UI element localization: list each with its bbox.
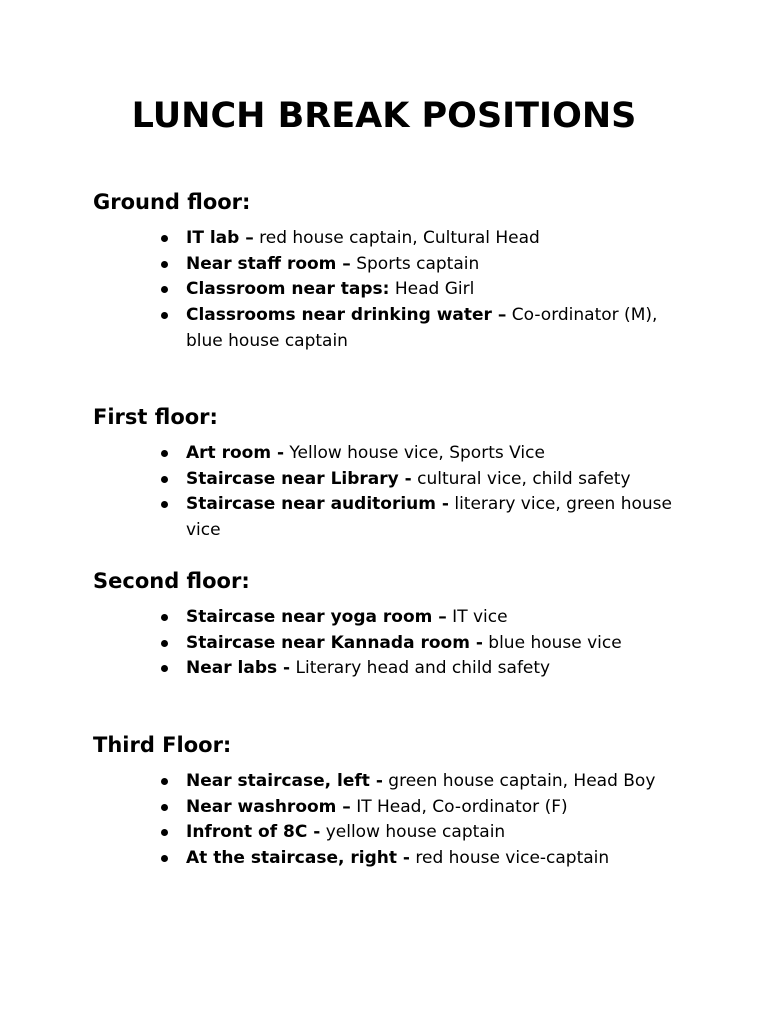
bullet-list bbox=[93, 605, 733, 682]
list-item bbox=[93, 656, 676, 682]
bullet-icon bbox=[161, 476, 168, 483]
list-item bbox=[93, 605, 676, 631]
item-label: Staircase near Library - bbox=[186, 468, 412, 489]
bullet-icon bbox=[161, 286, 168, 293]
bullet-list bbox=[93, 226, 733, 355]
item-text: green house captain, Head Boy bbox=[382, 771, 656, 791]
item-text: yellow house captain bbox=[320, 822, 506, 843]
item-text: Yellow house vice, Sports Vice bbox=[284, 443, 545, 463]
item-text: red house vice-captain bbox=[409, 848, 610, 869]
list-item bbox=[93, 252, 676, 278]
section-third-floor bbox=[93, 731, 733, 872]
item-text: red house captain, Cultural Head bbox=[253, 228, 540, 248]
list-item bbox=[93, 226, 676, 252]
bullet-icon bbox=[161, 829, 168, 836]
list-item bbox=[93, 492, 676, 543]
item-label: Near washroom – bbox=[186, 796, 351, 817]
item-label: Staircase near yoga room – bbox=[186, 607, 447, 627]
list-item bbox=[93, 846, 676, 872]
section-heading: First floor: bbox=[93, 405, 218, 429]
bullet-icon bbox=[161, 450, 168, 457]
item-text: IT vice bbox=[446, 607, 508, 627]
bullet-icon bbox=[161, 778, 168, 785]
item-label: At the staircase, right - bbox=[186, 848, 410, 869]
section-heading: Second floor: bbox=[93, 569, 250, 593]
bullet-icon bbox=[161, 235, 168, 242]
item-text: blue house vice bbox=[482, 632, 622, 653]
item-text: Head Girl bbox=[389, 279, 475, 300]
bullet-icon bbox=[161, 665, 168, 672]
item-text: Co-ordinator (M), blue house captain bbox=[186, 305, 658, 351]
list-item bbox=[93, 769, 676, 795]
list-item bbox=[93, 277, 676, 303]
item-label: Staircase near auditorium - bbox=[186, 494, 449, 515]
item-text: literary vice, green house vice bbox=[186, 494, 672, 541]
item-label: Art room - bbox=[186, 443, 285, 463]
item-text: cultural vice, child safety bbox=[411, 468, 631, 489]
item-label: Infront of 8C - bbox=[186, 822, 321, 843]
item-label: Near staircase, left - bbox=[186, 771, 383, 791]
section-heading: Ground floor: bbox=[93, 190, 251, 214]
item-label: Classroom near taps: bbox=[186, 279, 390, 300]
bullet-icon bbox=[161, 614, 168, 621]
section-heading: Third Floor: bbox=[93, 733, 232, 757]
list-item bbox=[93, 467, 676, 493]
bullet-icon bbox=[161, 312, 168, 319]
item-label: Near labs - bbox=[186, 658, 291, 679]
item-label: Staircase near Kannada room - bbox=[186, 632, 483, 653]
section-ground-floor bbox=[93, 188, 733, 355]
item-text: IT Head, Co-ordinator (F) bbox=[350, 796, 568, 817]
bullet-icon bbox=[161, 804, 168, 811]
section-first-floor bbox=[93, 403, 733, 544]
section-second-floor bbox=[93, 567, 733, 682]
bullet-list bbox=[93, 769, 733, 872]
bullet-icon bbox=[161, 261, 168, 268]
item-label: Classrooms near drinking water – bbox=[186, 305, 507, 326]
item-label: Near staff room – bbox=[186, 253, 351, 274]
list-item bbox=[93, 441, 676, 467]
item-label: IT lab – bbox=[186, 228, 254, 248]
list-item bbox=[93, 631, 676, 657]
page-title: LUNCH BREAK POSITIONS bbox=[131, 96, 637, 136]
item-text: Sports captain bbox=[350, 253, 480, 274]
bullet-icon bbox=[161, 640, 168, 647]
item-text: Literary head and child safety bbox=[290, 658, 551, 679]
bullet-list bbox=[93, 441, 733, 544]
list-item bbox=[93, 795, 676, 821]
list-item bbox=[93, 820, 676, 846]
bullet-icon bbox=[161, 855, 168, 862]
bullet-icon bbox=[161, 501, 168, 508]
list-item bbox=[93, 303, 676, 354]
